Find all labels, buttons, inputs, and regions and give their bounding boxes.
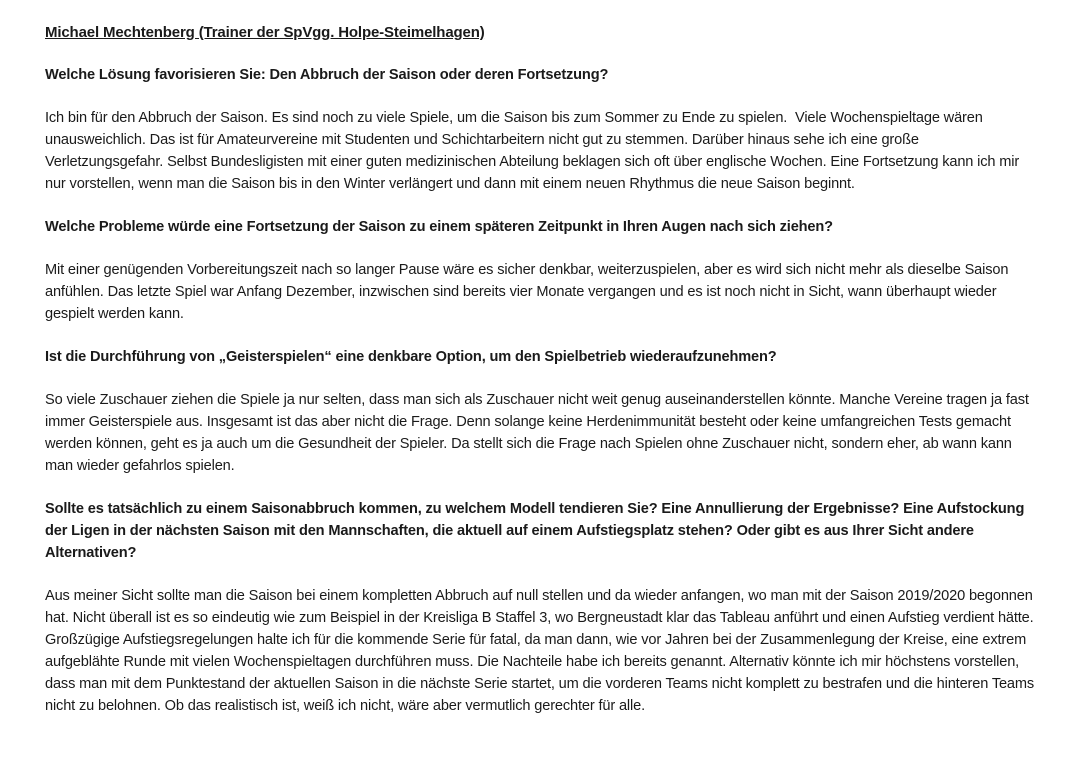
answer-1: Ich bin für den Abbruch der Saison. Es sind noch zu viele Spiele, um die Saison bis zum Sommer zu Ende zu spielen. Viele Wochenspieltage wären unausweichlich. Das ist für Amateurvereine mit Studenten und Schichtarbeitern nicht gut zu stemmen. Darüber hinaus sehe ich eine große Verletzungsgefahr. Selbst Bundesligisten mit einer guten medizinischen Abteilung beklagen sich oft über englische Wochen. Eine Fortsetzung kann ich mir nur vorstellen, wenn man die Saison bis in den Winter verlängert und dann mit einem neuen Rhythmus die neue Saison beginnt. [45, 110, 1023, 192]
question-2: Welche Probleme würde eine Fortsetzung der Saison zu einem späteren Zeitpunkt in Ihren Augen nach sich ziehen? [45, 219, 833, 235]
question-3: Ist die Durchführung von „Geisterspielen“ eine denkbare Option, um den Spielbetrieb wiederaufzunehmen? [45, 349, 777, 365]
qa-section-2 [45, 216, 1038, 325]
answer-2: Mit einer genügenden Vorbereitungszeit nach so langer Pause wäre es sicher denkbar, weiterzuspielen, aber es wird sich nicht mehr als dieselbe Saison anfühlen. Das letzte Spiel war Anfang Dezember, inzwischen sind bereits vier Monate vergangen und es ist noch nicht in Sicht, wann überhaupt wieder gespielt werden kann. [45, 262, 1013, 322]
qa-section-4 [45, 498, 1038, 717]
question-4: Sollte es tatsächlich zu einem Saisonabbruch kommen, zu welchem Modell tendieren Sie? Eine Annullierung der Ergebnisse? Eine Aufstockung der Ligen in der nächsten Saison mit den Mannschaften, die aktuell auf einem Aufstiegsplatz stehen? Oder gibt es aus Ihrer Sicht andere Alternativen? [45, 501, 1029, 561]
document-title: Michael Mechtenberg (Trainer der SpVgg. Holpe-Steimelhagen) [45, 24, 485, 41]
answer-3: So viele Zuschauer ziehen die Spiele ja nur selten, dass man sich als Zuschauer nicht weit genug auseinanderstellen könnte. Manche Vereine tragen ja fast immer Geisterspiele aus. Insgesamt ist das aber nicht die Frage. Denn solange keine Herdenimmunität besteht oder keine umfangreichen Tests gemacht werden können, geht es ja auch um die Gesundheit der Spieler. Da stellt sich die Frage nach Spielen ohne Zuschauer nicht, sondern eher, ab wann kann man wieder gefahrlos spielen. [45, 392, 1033, 474]
qa-section-1 [45, 64, 1038, 195]
qa-section-3 [45, 346, 1038, 477]
question-1: Welche Lösung favorisieren Sie: Den Abbruch der Saison oder deren Fortsetzung? [45, 67, 609, 83]
answer-4: Aus meiner Sicht sollte man die Saison bei einem kompletten Abbruch auf null stellen und da wieder anfangen, wo man mit der Saison 2019/2020 begonnen hat. Nicht überall ist es so eindeutig wie zum Beispiel in der Kreisliga B Staffel 3, wo Bergneustadt klar das Tableau anführt und einen Aufstieg verdient hätte. Großzügige Aufstiegsregelungen halte ich für die kommende Serie für fatal, da man dann, wie vor Jahren bei der Zusammenlegung der Kreise, eine extrem aufgeblähte Runde mit vielen Wochenspieltagen durchführen muss. Die Nachteile habe ich bereits genannt. Alternativ könnte ich mir höchstens vorstellen, dass man mit dem Punktestand der aktuellen Saison in die nächste Serie startet, um die vorderen Teams nicht komplett zu bestrafen und die hinteren Teams nicht zu belohnen. Ob das realistisch ist, weiß ich nicht, wäre aber vermutlich gerechter für alle. [45, 588, 1038, 714]
